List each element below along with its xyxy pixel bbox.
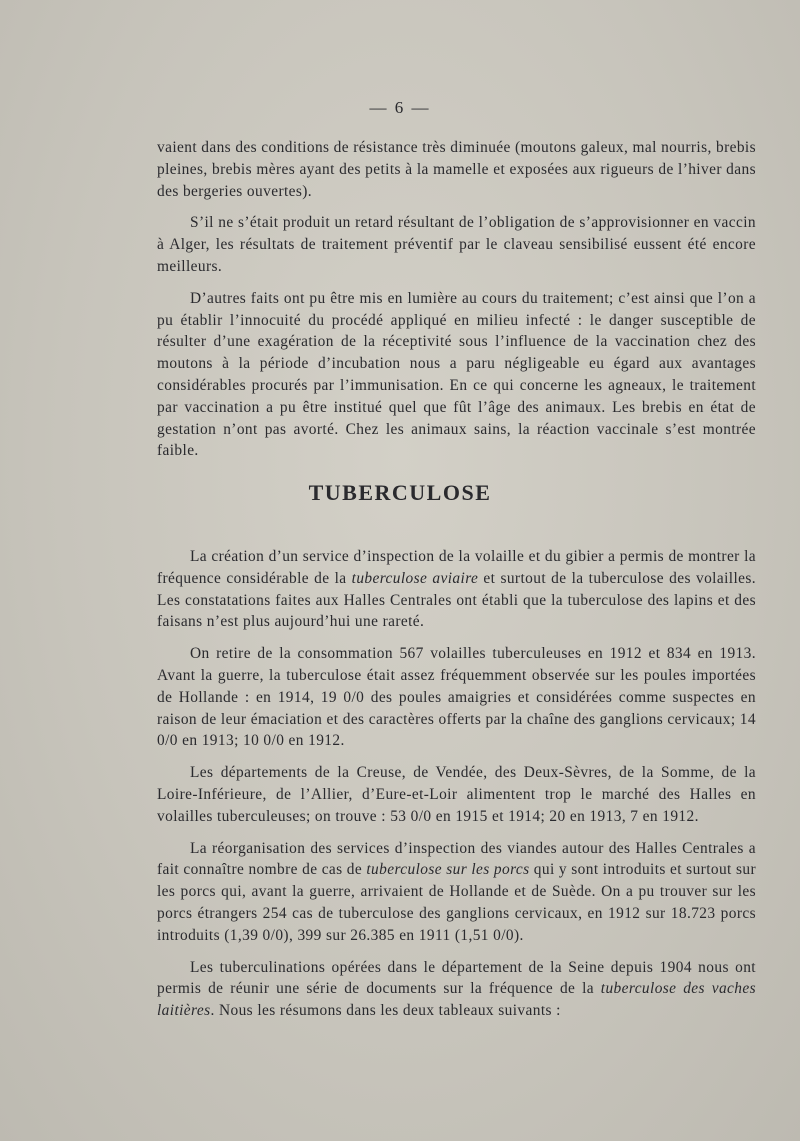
text-span: La réorganisation des services d’inspection des viandes autour des Halles Centrales a fait connaître nombre de cas de [157, 839, 756, 879]
text-span: qui y sont introduits et surtout sur les porcs qui, avant la guerre, arrivaient de Hollande et de Suède. On a pu trouver sur les porcs étrangers 254 cas de tuberculose des ganglions cervicaux, en 1912 sur 18.723 porcs introduits (1,39 0/0), 399 sur 26.385 en 1911 (1,51 0/0). [157, 861, 756, 944]
text-span: Les tuberculinations opérées dans le département de la Seine depuis 1904 nous ont permis de réunir une série de documents sur la fréquence de la [157, 958, 756, 998]
text-span: . Nous les résumons dans les deux tableaux suivants : [210, 1002, 561, 1020]
italic-term: tuberculose des vaches laitières [157, 980, 756, 1020]
paragraph-treatment-results: D’autres faits ont pu être mis en lumière au cours du traitement; c’est ainsi que l’on a pu établir l’innocuité du procédé appliqué en milieu infecté : le danger susceptible de résulter d’une exagération de la réceptivité sous l’influence de la vaccination chez des moutons à la période d’incubation nous a paru négligeable eu égard aux avantages considérables procurés par l’immunisation. En ce qui concerne les agneaux, le traitement par vaccination a pu être institué quel que fût l’âge des animaux. Les brebis en état de gestation n’ont pas avorté. Chez les animaux sains, la réaction vaccinale s’est montrée faible. [157, 289, 756, 460]
paragraph-vaccine-supply: S’il ne s’était produit un retard résultant de l’obligation de s’approvisionner en vaccin à Alger, les résultats de traitement préventif par le claveau sensibilisé eussent été encore meilleurs. [157, 214, 756, 275]
body-text-bottom [157, 546, 756, 1032]
text-span: et surtout de la tuberculose des volailles. Les constatations faites aux Halles Centrales ont établi que la tuberculose des lapins et des faisans n’est plus aujourd’hui une rareté. [157, 569, 756, 631]
paragraph-poultry-statistics: On retire de la consommation 567 volailles tuberculeuses en 1912 et 834 en 1913. Avant la guerre, la tuberculose était assez fréquemment observée sur les poules importées de Hollande : en 1914, 19 0/0 des poules amaigries et considérées comme suspectes en raison de leur émaciation et des caractères offerts par la chaîne des ganglions cervicaux; 14 0/0 en 1913; 10 0/0 en 1912. [157, 645, 756, 750]
section-heading: TUBERCULOSE [308, 480, 492, 505]
paragraph-avian-tuberculosis [157, 546, 756, 633]
page-number: — 6 — [369, 98, 431, 117]
paragraph-continuation: vaient dans des conditions de résistance très diminuée (moutons galeux, mal nourris, brebis pleines, brebis mères ayant des petits à la mamelle et exposées aux rigueurs de l’hiver dans des bergeries ouvertes). [157, 139, 756, 200]
italic-term: tuberculose sur les porcs [366, 861, 530, 879]
paragraph-dairy-cows [157, 957, 756, 1022]
text-span: La création d’un service d’inspection de la volaille et du gibier a permis de montrer la fréquence considérable de la [157, 548, 756, 587]
italic-term: tuberculose aviaire [351, 569, 479, 587]
body-text-top [157, 137, 756, 472]
paragraph-departments: Les départements de la Creuse, de Vendée, des Deux-Sèvres, de la Somme, de la Loire-Inférieure, de l’Allier, d’Eure-et-Loir alimentent trop le marché des Halles en volailles tuberculeuses; on trouve : 53 0/0 en 1915 et 1914; 20 en 1913, 7 en 1912. [157, 764, 756, 825]
paragraph-pig-tuberculosis [157, 838, 756, 947]
